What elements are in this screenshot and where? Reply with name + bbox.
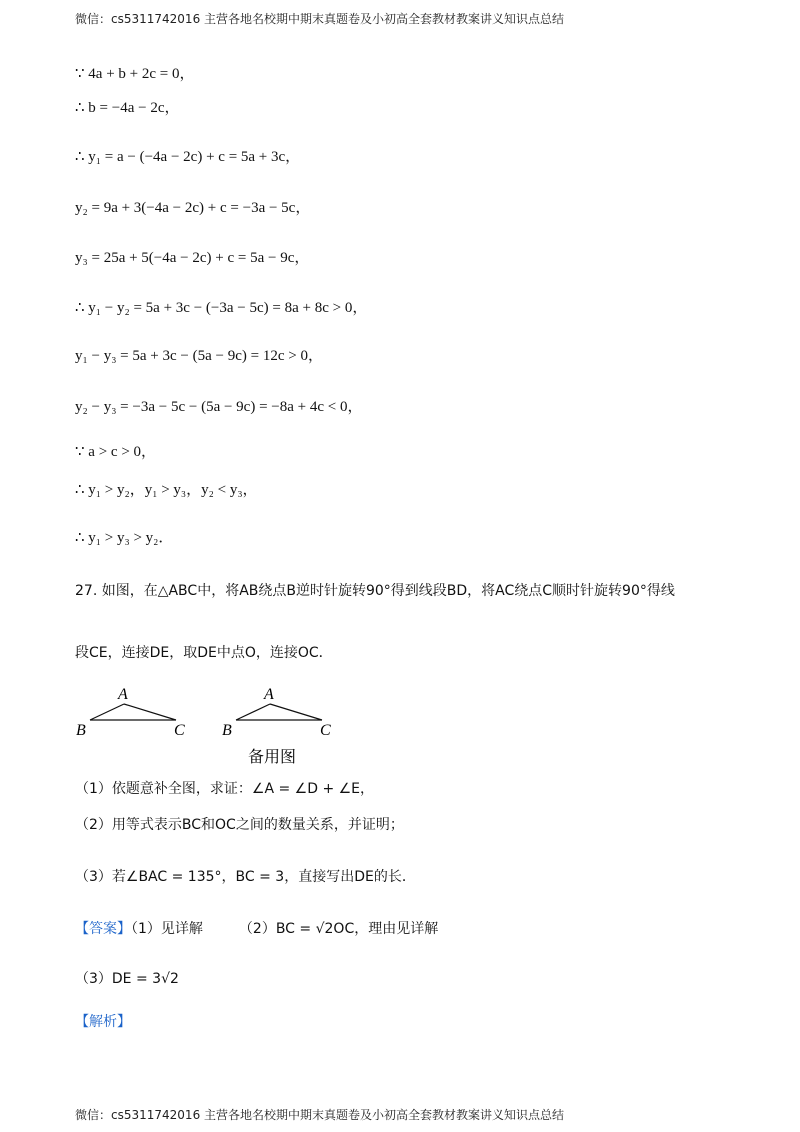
answer-part-2: （2）BC = √2OC，理由见详解 bbox=[238, 921, 439, 937]
step-line: ∴ b = −4a − 2c， bbox=[75, 100, 180, 116]
problem-statement-line1: 27. 如图，在△ABC中，将AB绕点B逆时针旋转90°得到线段BD，将AC绕点C顺时针旋转90°得线 bbox=[75, 583, 675, 599]
page-footer: 微信：cs5311742016 主营各地名校期中期末真题卷及小初高全套教材教案讲义知识点总结 bbox=[75, 1108, 565, 1122]
problem-statement-line2: 段CE，连接DE，取DE中点O，连接OC． bbox=[75, 645, 333, 661]
answer-part-3: （3）DE = 3√2 bbox=[75, 971, 179, 987]
step-line: y₂ = 9a + 3(−4a − 2c) + c = −3a − 5c， bbox=[75, 200, 311, 216]
point-label-b: B bbox=[76, 722, 86, 739]
page-header: 微信：cs5311742016 主营各地名校期中期末真题卷及小初高全套教材教案讲义知识点总结 bbox=[75, 12, 565, 26]
point-label-a: A bbox=[264, 686, 274, 703]
step-line: ∵ 4a + b + 2c = 0， bbox=[75, 66, 195, 82]
triangle-figures bbox=[70, 682, 360, 768]
point-label-c: C bbox=[320, 722, 331, 739]
step-line: ∴ y₁ > y₂，y₁ > y₃，y₂ < y₃， bbox=[75, 482, 258, 498]
step-line: y₁ − y₃ = 5a + 3c − (5a − 9c) = 12c > 0， bbox=[75, 348, 323, 364]
figure-caption: 备用图 bbox=[248, 749, 297, 766]
step-line: ∴ y₁ = a − (−4a − 2c) + c = 5a + 3c， bbox=[75, 149, 301, 165]
point-label-c: C bbox=[174, 722, 185, 739]
step-line: ∴ y₁ − y₂ = 5a + 3c − (−3a − 5c) = 8a + 8c > 0， bbox=[75, 300, 368, 316]
triangle-figure-main bbox=[76, 686, 185, 739]
subquestion-2: （2）用等式表示BC和OC之间的数量关系，并证明； bbox=[75, 817, 404, 833]
point-label-b: B bbox=[222, 722, 232, 739]
answer-tag: 【答案】 bbox=[75, 921, 131, 937]
step-line: y₂ − y₃ = −3a − 5c − (5a − 9c) = −8a + 4c < 0， bbox=[75, 399, 363, 415]
triangle-figure-spare bbox=[222, 686, 331, 739]
step-line: ∴ y₁ > y₃ > y₂． bbox=[75, 530, 174, 546]
answer-part-1: （1）见详解 bbox=[131, 921, 203, 937]
subquestion-3: （3）若∠BAC = 135°，BC = 3，直接写出DE的长． bbox=[75, 869, 416, 885]
subquestion-1: （1）依题意补全图，求证：∠A = ∠D + ∠E， bbox=[75, 781, 375, 797]
point-label-a: A bbox=[118, 686, 128, 703]
step-line: ∵ a > c > 0， bbox=[75, 444, 157, 460]
analysis-tag: 【解析】 bbox=[75, 1014, 131, 1030]
answer-line bbox=[75, 918, 438, 938]
step-line: y₃ = 25a + 5(−4a − 2c) + c = 5a − 9c， bbox=[75, 250, 310, 266]
